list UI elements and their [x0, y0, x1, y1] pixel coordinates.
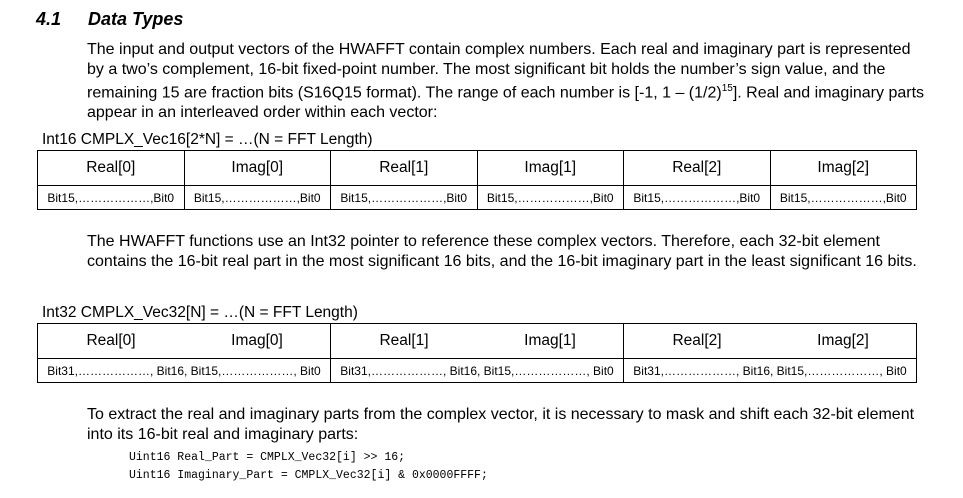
- pointer-paragraph: The HWAFFT functions use an Int32 pointer to reference these complex vectors. Therefore, each 32-bit element contains the 16-bit real part in the most significant 16 bits, and the 16-bit imaginary part in the least significant 16 bits.: [87, 233, 917, 270]
- code-line-imaginary: Uint16 Imaginary_Part = CMPLX_Vec32[i] & 0x0000FFFF;: [129, 469, 488, 482]
- vec32-table: [37, 323, 917, 383]
- vec32-bits-cell: Bit31,………………, Bit16, Bit15,………………, Bit0: [331, 359, 624, 383]
- vec32-header-row: [38, 324, 917, 359]
- section-heading: [36, 9, 183, 30]
- code-line-real: Uint16 Real_Part = CMPLX_Vec32[i] >> 16;: [129, 451, 406, 464]
- vec16-header-cell: Real[1]: [331, 151, 478, 186]
- vec16-bits-cell: Bit15,………………,Bit0: [38, 186, 185, 210]
- vec32-bits-cell: Bit31,………………, Bit16, Bit15,………………, Bit0: [38, 359, 331, 383]
- vec32-header-cell: Imag[2]: [770, 324, 917, 359]
- vec32-header-cell: Real[1]: [331, 324, 478, 359]
- vec32-bits-row: [38, 359, 917, 383]
- vec16-bits-cell: Bit15,………………,Bit0: [331, 186, 478, 210]
- vec16-caption: Int16 CMPLX_Vec16[2*N] = …(N = FFT Length): [42, 131, 373, 148]
- vec16-header-cell: Imag[2]: [770, 151, 917, 186]
- vec16-bits-cell: Bit15,………………,Bit0: [624, 186, 771, 210]
- section-title: Data Types: [88, 9, 184, 29]
- vec16-header-cell: Imag[0]: [184, 151, 331, 186]
- vec16-header-cell: Real[2]: [624, 151, 771, 186]
- extract-paragraph: To extract the real and imaginary parts from the complex vector, it is necessary to mask and shift each 32-bit element into its 16-bit real and imaginary parts:: [87, 406, 915, 443]
- vec16-bits-cell: Bit15,………………,Bit0: [184, 186, 331, 210]
- vec16-header-cell: Imag[1]: [477, 151, 624, 186]
- vec16-bits-row: [38, 186, 917, 210]
- vec32-header-cell: Real[0]: [38, 324, 185, 359]
- vec32-caption: Int32 CMPLX_Vec32[N] = …(N = FFT Length): [42, 304, 358, 321]
- vec16-header-cell: Real[0]: [38, 151, 185, 186]
- section-number: 4.1: [36, 9, 62, 29]
- vec32-header-cell: Imag[0]: [184, 324, 331, 359]
- intro-text-part1: The input and output vectors of the HWAFFT contain complex numbers. Each real and imaginary part is represented by a two’s complement, 16-bit fixed-point number. The most significant bit holds the number’s sign value, and the remaining 15 are fraction bits (S16Q15 format). The range of each number is [-1, 1 – (1/2): [87, 41, 911, 102]
- vec16-header-row: [38, 151, 917, 186]
- vec32-bits-cell: Bit31,………………, Bit16, Bit15,………………, Bit0: [624, 359, 917, 383]
- intro-paragraph: [87, 40, 927, 122]
- vec16-table: [37, 150, 917, 210]
- intro-text-part2: ]. Real and imaginary parts appear in an interleaved order within each vector:: [87, 84, 925, 121]
- vec16-bits-cell: Bit15,………………,Bit0: [477, 186, 624, 210]
- exponent-superscript: 15: [721, 83, 733, 94]
- vec16-bits-cell: Bit15,………………,Bit0: [770, 186, 917, 210]
- vec32-header-cell: Real[2]: [624, 324, 771, 359]
- vec32-header-cell: Imag[1]: [477, 324, 624, 359]
